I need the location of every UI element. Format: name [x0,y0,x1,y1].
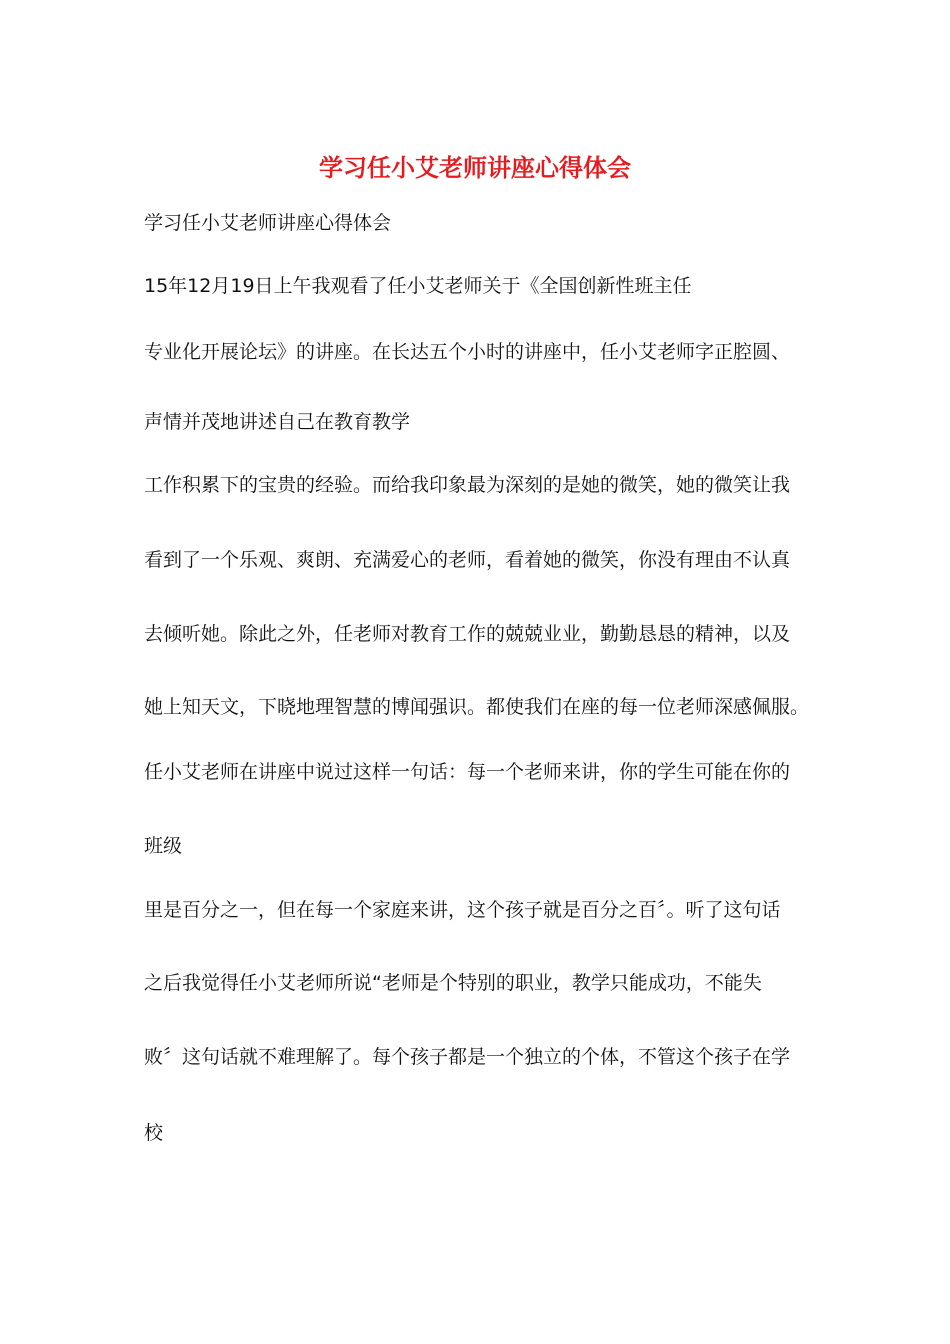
subtitle-line: 学习任小艾老师讲座心得体会 [144,212,392,234]
body-line-11: 之后我觉得任小艾老师所说“老师是个特别的职业，教学只能成功，不能失 [144,972,762,994]
body-line-2: 专业化开展论坛》的讲座。在长达五个小时的讲座中，任小艾老师字正腔圆、 [144,341,791,363]
body-line-6: 去倾听她。除此之外，任老师对教育工作的兢兢业业，勤勤恳恳的精神，以及 [144,623,791,645]
body-line-10: 里是百分之一，但在每一个家庭来讲，这个孩子就是百分之百〞。听了这句话 [144,899,781,921]
body-line-12: 败〞这句话就不难理解了。每个孩子都是一个独立的个体，不管这个孩子在学 [144,1046,791,1068]
document-title: 学习任小艾老师讲座心得体会 [319,153,631,182]
body-line-8: 任小艾老师在讲座中说过这样一句话：每一个老师来讲，你的学生可能在你的 [144,761,791,783]
body-line-4: 工作积累下的宝贵的经验。而给我印象最为深刻的是她的微笑，她的微笑让我 [144,474,791,496]
body-line-13: 校 [144,1122,164,1144]
body-line-9: 班级 [144,835,183,857]
body-line-5: 看到了一个乐观、爽朗、充满爱心的老师，看着她的微笑，你没有理由不认真 [144,549,791,571]
body-line-1: 15年12月19日上午我观看了任小艾老师关于《全国创新性班主任 [144,275,692,297]
body-line-7: 她上知天文，下晓地理智慧的博闻强识。都使我们在座的每一位老师深感佩服。 [144,696,810,718]
body-line-3: 声情并茂地讲述自己在教育教学 [144,411,411,433]
